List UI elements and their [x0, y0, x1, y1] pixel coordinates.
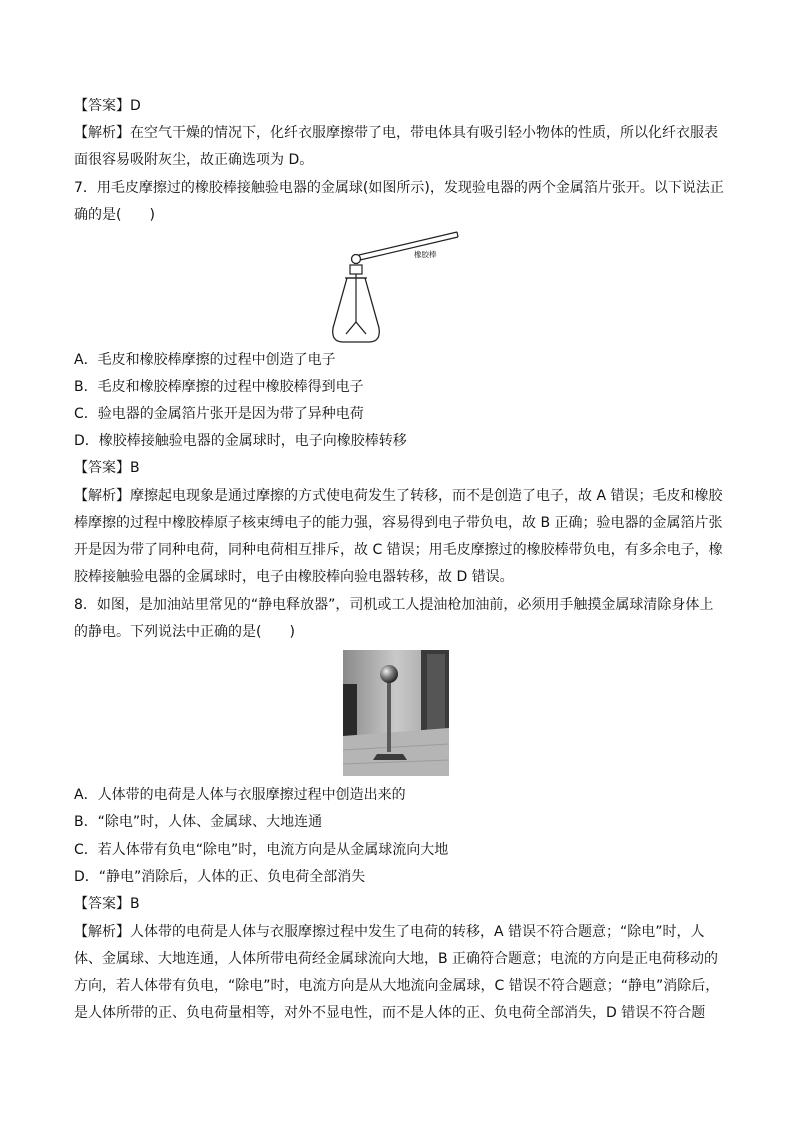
q6-analysis-line-1: 【解析】在空气干燥的情况下，化纤衣服摩擦带了电，带电体具有吸引轻小物体的性质，所以化纤衣服表 — [74, 125, 718, 141]
q8-analysis-line-3: 方向，若人体带有负电，“除电”时，电流方向是从大地流向金属球，C 错误不符合题意；“静电”消除后， — [74, 978, 720, 994]
q7-stem-line-2: 确的是( ) — [74, 207, 155, 223]
q6-answer: 【答案】D — [74, 98, 141, 114]
stopper — [350, 265, 362, 274]
q8-analysis-line-1: 【解析】人体带的电荷是人体与衣服摩擦过程中发生了电荷的转移，A 错误不符合题意；“除电”时，人 — [74, 924, 705, 940]
metal-ball — [352, 255, 361, 264]
q8-stem-line-1: 8．如图，是加油站里常见的“静电释放器”，司机或工人提油枪加油前，必须用手触摸金属球清除身体上 — [74, 597, 714, 613]
q7-stem-line-1: 7．用毛皮摩擦过的橡胶棒接触验电器的金属球(如图所示)，发现验电器的两个金属箔片张开。以下说法正 — [74, 180, 724, 196]
q7-analysis-line-4: 胶棒接触验电器的金属球时，电子由橡胶棒向验电器转移，故 D 错误。 — [74, 569, 514, 585]
metal-leaves — [346, 322, 366, 334]
static-discharger-photo — [343, 650, 449, 776]
q7-option-c: C．验电器的金属箔片张开是因为带了异种电荷 — [74, 406, 364, 422]
q7-analysis-line-1: 【解析】摩擦起电现象是通过摩擦的方式使电荷发生了转移，而不是创造了电子，故 A 错误；毛皮和橡胶 — [74, 488, 723, 504]
q8-option-d: D．“静电”消除后，人体的正、负电荷全部消失 — [74, 869, 366, 885]
rubber-rod-label: 橡胶棒 — [414, 250, 437, 259]
q8-answer: 【答案】B — [74, 896, 140, 912]
q7-option-d: D．橡胶棒接触验电器的金属球时，电子向橡胶棒转移 — [74, 433, 407, 449]
electroscope-figure — [325, 228, 465, 346]
q7-option-a: A．毛皮和橡胶棒摩擦的过程中创造了电子 — [74, 352, 336, 368]
q7-analysis-line-3: 开是因为带了同种电荷，同种电荷相互排斥，故 C 错误；用毛皮摩擦过的橡胶棒带负电，有多余电子，橡 — [74, 542, 723, 558]
q7-answer: 【答案】B — [74, 460, 140, 476]
q7-analysis-line-2: 棒摩擦的过程中橡胶棒原子核束缚电子的能力强，容易得到电子带负电，故 B 正确；验电器的金属箔片张 — [74, 515, 723, 531]
q8-analysis-line-4: 是人体所带的正、负电荷量相等，对外不显电性，而不是人体的正、负电荷全部消失，D 错误不符合题 — [74, 1005, 706, 1021]
q8-stem-line-2: 的静电。下列说法中正确的是( ) — [74, 624, 295, 640]
q8-option-c: C．若人体带有负电“除电”时，电流方向是从金属球流向大地 — [74, 842, 449, 858]
q8-option-a: A．人体带的电荷是人体与衣服摩擦过程中创造出来的 — [74, 787, 406, 803]
q6-analysis-line-2: 面很容易吸附灰尘，故正确选项为 D。 — [74, 152, 314, 168]
q7-option-b: B．毛皮和橡胶棒摩擦的过程中橡胶棒得到电子 — [74, 379, 364, 395]
rubber-rod — [359, 232, 458, 260]
q8-option-b: B．“除电”时，人体、金属球、大地连通 — [74, 814, 323, 830]
q8-analysis-line-2: 体、金属球、大地连通，人体所带电荷经金属球流向大地，B 正确符合题意；电流的方向是正电荷移动的 — [74, 951, 719, 967]
